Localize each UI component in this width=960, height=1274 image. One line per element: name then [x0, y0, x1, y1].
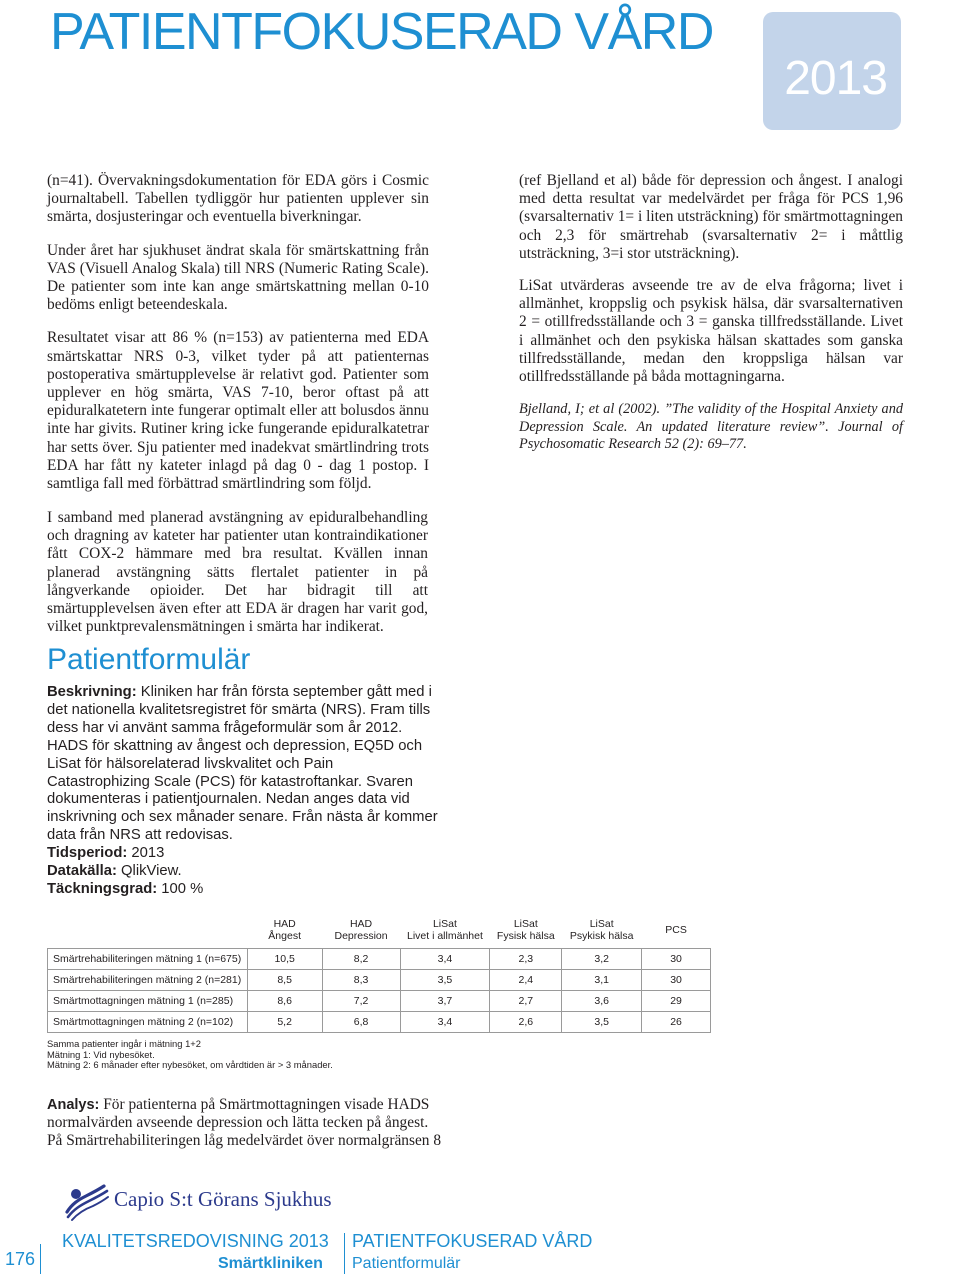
desc-text: Kliniken har från första september gått med i det nationella kvalitetsregistret för smärta (NRS). Fram tills dess har vi använt samma frågeformulär som år 2012. HADS för skattning av ångest och depression, EQ5D och LiSat för hälsorelaterad livskvalitet och Pain Catastrophizing Scale (PCS) för katastroftankar. Svaren dokumenteras i patientjournalen. Nedan anges data vid inskrivning och sex månader senare. Från nästa år kommer data från NRS att redovisas.	[47, 684, 438, 844]
table-cell: 8,3	[322, 970, 400, 991]
table-cell: 30	[642, 949, 711, 970]
left-column-top	[47, 172, 429, 508]
footer-report-title: KVALITETSREDOVISNING 2013	[62, 1231, 329, 1251]
analysis-label: Analys:	[47, 1097, 100, 1113]
table-row	[48, 991, 711, 1012]
header-line: Depression	[334, 930, 388, 942]
table-cell: 3,2	[562, 949, 642, 970]
period-label: Tidsperiod:	[47, 845, 128, 862]
paragraph: I samband med planerad avstängning av epiduralbehandling och dragning av kateter har patienter utan kontraindikationer fått COX-2 hämmare med bra resultat. Kvällen innan planerad avstängning sätts flertalet patienter in på långverkande opioider. Det har bidragit till att smärtupplevelsen även efter att EDA är dragen har varit god, vilket punktprevalensmätningen i smärta har indikerat.	[47, 509, 428, 636]
period-value: 2013	[127, 845, 165, 862]
table-row	[48, 949, 711, 970]
table-cell: 2,3	[490, 949, 562, 970]
header-line: Ångest	[268, 930, 301, 942]
row-label: Smärtrehabiliteringen mätning 2 (n=281)	[48, 970, 248, 991]
table-cell: 26	[642, 1012, 711, 1033]
page-number-divider	[40, 1244, 41, 1274]
page-number: 176	[4, 1249, 36, 1269]
table-cell: 6,8	[322, 1012, 400, 1033]
header-line: HAD	[273, 918, 296, 930]
section-heading: Patientformulär	[47, 643, 251, 676]
coverage-value: 100 %	[157, 880, 204, 897]
analysis-paragraph	[47, 1096, 447, 1151]
row-label: Smärtmottagningen mätning 2 (n=102)	[48, 1012, 248, 1033]
row-label: Smärtrehabiliteringen mätning 1 (n=675)	[48, 949, 248, 970]
row-label: Smärtmottagningen mätning 1 (n=285)	[48, 991, 248, 1012]
table-note: Samma patienter ingår i mätning 1+2	[47, 1038, 201, 1049]
table-cell: 3,6	[562, 991, 642, 1012]
table-cell: 30	[642, 970, 711, 991]
table-notes	[47, 1039, 333, 1071]
table-header-cell	[247, 916, 322, 949]
table-header-row	[48, 916, 711, 949]
capio-logo-icon	[64, 1182, 110, 1222]
table-header-cell	[400, 916, 490, 949]
table-row	[48, 1012, 711, 1033]
header-line: Psykisk hälsa	[569, 930, 634, 942]
table-cell: 29	[642, 991, 711, 1012]
paragraph: Resultatet visar att 86 % (n=153) av patienterna med EDA smärtskattar NRS 0-3, vilket tyder på att patienternas postoperativa smärtupplevelse är relativt god. Patienter som upplever en hög smärta, VAS 7-10, beror oftast på att epiduralkatetern inte fungerar optimalt eller att bolusdos ännu inte har givits. Rutiner kring icke fungerande epiduralkatetrar har setts över. Sju patienter med inadekvat smärtlindring trots EDA har fått ny kateter inlagd på dag 0 - dag 1 postop. I samtliga fall med förbättrad smärtlindring som följd.	[47, 329, 429, 493]
paragraph: (n=41). Övervakningsdokumentation för EDA görs i Cosmic journaltabell. Tabellen tydliggör hur patienten upplever sin smärta, dosjusteringar och eventuella biverkningar.	[47, 172, 429, 226]
reference-citation: Bjelland, I; et al (2002). ”The validity of the Hospital Anxiety and Depression Scale. An updated literature review”. Journal of Psychosomatic Research 52 (2): 69–77.	[519, 401, 903, 453]
table-cell: 3,4	[400, 1012, 490, 1033]
year-text: 2013	[784, 52, 887, 105]
header-line: HAD	[349, 918, 373, 930]
table-cell: 7,2	[322, 991, 400, 1012]
table-header-corner	[48, 916, 248, 949]
footer-clinic: Smärtkliniken	[218, 1255, 323, 1272]
table-header-cell	[562, 916, 642, 949]
results-table	[47, 916, 711, 1033]
paragraph: (ref Bjelland et al) både för depression och ångest. I analogi med detta resultat var medelvärdet per fråga för PCS 1,96 (svarsalternativ 1= i liten utsträckning) för smärtmottagningen och 2,3 för smärtrehab (svarsalternativ 2= i måttlig utsträckning, 3=i stor utsträckning).	[519, 172, 903, 262]
table-header-cell	[322, 916, 400, 949]
table-cell: 3,5	[400, 970, 490, 991]
source-value: QlikView.	[116, 863, 182, 880]
coverage-label: Täckningsgrad:	[47, 880, 158, 897]
footer-divider	[344, 1233, 345, 1274]
header-line: LiSat	[589, 918, 614, 930]
table-cell: 3,1	[562, 970, 642, 991]
table-cell: 8,2	[322, 949, 400, 970]
table-cell: 2,6	[490, 1012, 562, 1033]
source-label: Datakälla:	[47, 863, 117, 880]
logo-text: Capio S:t Görans Sjukhus	[114, 1187, 332, 1211]
header-line: Fysisk hälsa	[496, 930, 555, 942]
table-cell: 3,5	[562, 1012, 642, 1033]
analysis-text: För patienterna på Smärtmottagningen visade HADS normalvärden avseende depression och lätta tecken på ångest. På Smärtrehabiliteringen låg medelvärdet över normalgränsen 8	[47, 1096, 442, 1150]
header-line: PCS	[665, 924, 687, 936]
section-description	[47, 684, 439, 899]
table-cell: 3,7	[400, 991, 490, 1012]
table-header-cell	[490, 916, 562, 949]
year-badge	[763, 12, 901, 130]
table-note: Mätning 1: Vid nybesöket.	[47, 1048, 155, 1060]
left-column-bottom	[47, 509, 428, 651]
header-line: LiSat	[513, 918, 538, 930]
table-cell: 2,4	[490, 970, 562, 991]
header-line: Livet i allmänhet	[407, 930, 483, 942]
page-header-title: PATIENTFOKUSERAD VÅRD	[50, 3, 713, 61]
table-cell: 2,7	[490, 991, 562, 1012]
right-column	[519, 172, 903, 469]
table-header-cell	[642, 916, 711, 949]
table-note: Mätning 2: 6 månader efter nybesöket, om vårdtiden är > 3 månader.	[47, 1059, 333, 1070]
table-cell: 8,5	[247, 970, 322, 991]
paragraph: LiSat utvärderas avseende tre av de elva frågorna; livet i allmänhet, kroppslig och psykisk hälsa, där svarsalternativen 2 = otillfredsställande och 3 = ganska tillfredsställande. Livet i allmänhet och den psykiska hälsan skattades som ganska tillfredsställande, medan den kroppsliga hälsan var otillfredsställande på båda mottagningarna.	[519, 277, 903, 386]
table-row	[48, 970, 711, 991]
table-cell: 8,6	[247, 991, 322, 1012]
header-line: LiSat	[432, 918, 457, 930]
table-cell: 3,4	[400, 949, 490, 970]
table-cell: 10,5	[247, 949, 322, 970]
footer-section-title: PATIENTFOKUSERAD VÅRD	[352, 1231, 593, 1251]
paragraph: Under året har sjukhuset ändrat skala för smärtskattning från VAS (Visuell Analog Skala) till NRS (Numeric Rating Scale). De patienter som inte kan ange smärtskattning mellan 0-10 bedöms enligt beteendeskala.	[47, 241, 429, 314]
desc-label: Beskrivning:	[47, 684, 137, 700]
table-cell: 5,2	[247, 1012, 322, 1033]
footer-subsection: Patientformulär	[352, 1255, 461, 1272]
